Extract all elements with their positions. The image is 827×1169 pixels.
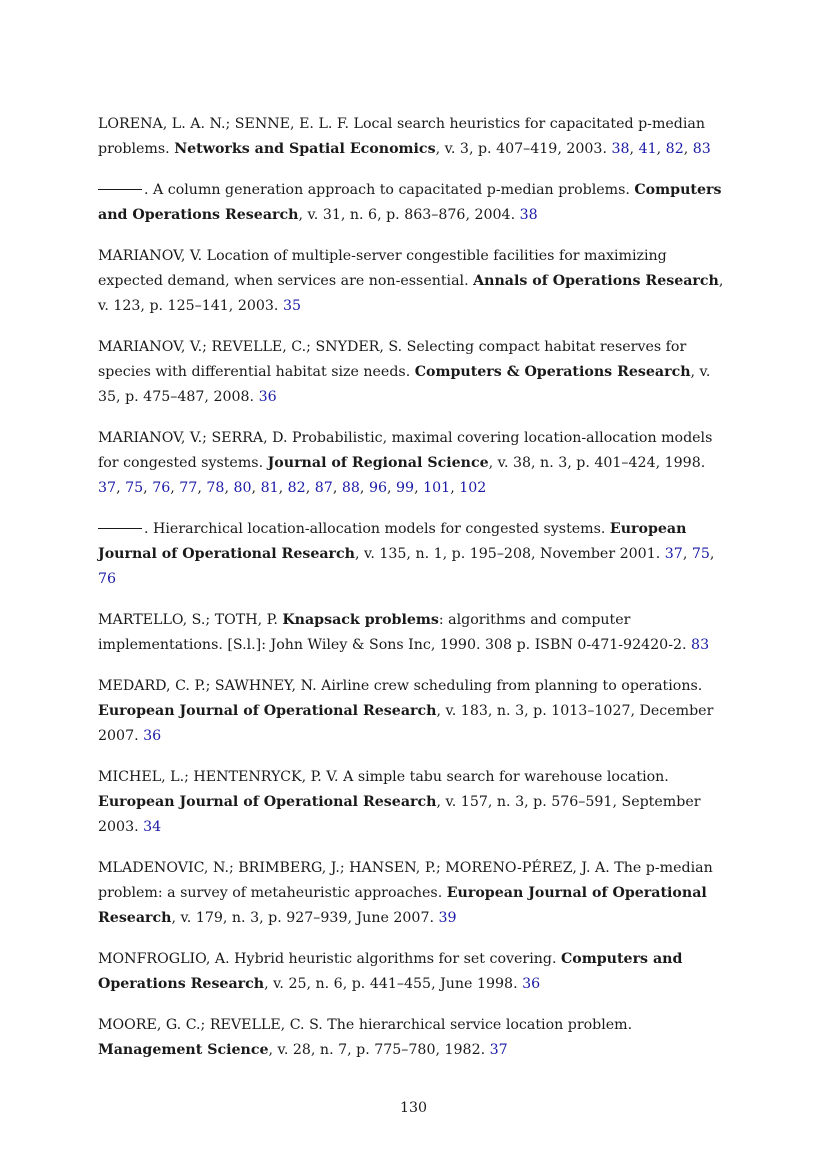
backref-pages xyxy=(143,819,161,835)
reference-entry xyxy=(98,112,728,162)
reference-authors: . xyxy=(144,182,149,198)
backref-page-link[interactable]: 76 xyxy=(98,571,117,587)
reference-authors: MARIANOV, V.; REVELLE, C.; SNYDER, S. xyxy=(98,339,403,355)
reference-title: The p-median problem: a survey of metaheuristic approaches. xyxy=(98,860,713,901)
reference-list xyxy=(98,112,728,1079)
reference-details: , v. 25, n. 6, p. 441–455, June 1998. xyxy=(264,976,523,992)
reference-entry xyxy=(98,608,728,658)
reference-details: , v. 179, n. 3, p. 927–939, June 2007. xyxy=(171,910,439,926)
backref-page-link[interactable]: 37 xyxy=(664,546,683,562)
reference-authors: MARIANOV, V.; SERRA, D. xyxy=(98,430,288,446)
reference-title: A simple tabu search for warehouse location. xyxy=(338,769,669,785)
backref-page-link[interactable]: 99 xyxy=(396,480,415,496)
backref-page-link[interactable]: 82 xyxy=(665,141,684,157)
backref-pages xyxy=(522,976,540,992)
backref-pages xyxy=(490,1042,508,1058)
reference-title: Hierarchical location-allocation models for congested systems. xyxy=(148,521,610,537)
reference-details: , v. 183, n. 3, p. 1013–1027, December 2007. xyxy=(98,703,714,744)
reference-entry xyxy=(98,426,728,501)
reference-authors: LORENA, L. A. N.; SENNE, E. L. F. xyxy=(98,116,350,132)
author-dash xyxy=(98,189,142,190)
reference-details: , v. 123, p. 125–141, 2003. xyxy=(98,273,724,314)
reference-venue: Computers and Operations Research xyxy=(98,951,683,992)
backref-page-link[interactable]: 80 xyxy=(233,480,252,496)
reference-details: , v. 38, n. 3, p. 401–424, 1998. xyxy=(488,455,706,471)
reference-details: , v. 3, p. 407–419, 2003. xyxy=(435,141,612,157)
backref-pages xyxy=(691,637,709,653)
backref-page-link[interactable]: 77 xyxy=(179,480,198,496)
reference-venue: European Journal of Operational Research xyxy=(98,703,437,719)
author-dash xyxy=(98,528,142,529)
backref-page-link[interactable]: 34 xyxy=(143,819,162,835)
backref-page-link[interactable]: 83 xyxy=(692,141,711,157)
reference-authors: . xyxy=(144,521,149,537)
backref-page-link[interactable]: 75 xyxy=(125,480,144,496)
reference-title: Probabilistic, maximal covering location-allocation models for congested systems. xyxy=(98,430,713,471)
reference-venue: Networks and Spatial Economics xyxy=(174,141,436,157)
backref-pages xyxy=(283,298,301,314)
backref-page-link[interactable]: 75 xyxy=(691,546,710,562)
reference-authors: MLADENOVIC, N.; BRIMBERG, J.; HANSEN, P.; MORENO-PÉREZ, J. A. xyxy=(98,860,610,876)
backref-page-link[interactable]: 38 xyxy=(611,141,630,157)
reference-venue: Knapsack problems xyxy=(282,612,439,628)
backref-page-link[interactable]: 36 xyxy=(143,728,162,744)
reference-title: Airline crew scheduling from planning to operations. xyxy=(316,678,703,694)
reference-venue: Computers and Operations Research xyxy=(98,182,722,223)
reference-title: Selecting compact habitat reserves for species with differential habitat size needs. xyxy=(98,339,687,380)
reference-title: Hybrid heuristic algorithms for set covering. xyxy=(229,951,561,967)
reference-details: , v. 28, n. 7, p. 775–780, 1982. xyxy=(268,1042,490,1058)
backref-pages: 37, 75, 76, 77, 78, 80, 81, 82, 87, 88, 96, 99, 101, 102 xyxy=(98,480,487,496)
reference-entry xyxy=(98,244,728,319)
backref-page-link[interactable]: 37 xyxy=(489,1042,508,1058)
reference-entry xyxy=(98,856,728,931)
backref-page-link[interactable]: 35 xyxy=(282,298,302,314)
backref-page-link[interactable]: 83 xyxy=(691,637,710,653)
reference-authors: MICHEL, L.; HENTENRYCK, P. V. xyxy=(98,769,339,785)
backref-page-link[interactable]: 39 xyxy=(438,910,457,926)
backref-page-link[interactable]: 102 xyxy=(459,480,487,496)
backref-page-link[interactable]: 36 xyxy=(522,976,541,992)
reference-title: The hierarchical service location problem. xyxy=(322,1017,633,1033)
reference-entry xyxy=(98,947,728,997)
reference-venue: Computers & Operations Research xyxy=(414,364,691,380)
reference-details: , v. 135, n. 1, p. 195–208, November 2001. xyxy=(354,546,665,562)
backref-page-link[interactable]: 82 xyxy=(287,480,306,496)
reference-authors: MOORE, G. C.; REVELLE, C. S. xyxy=(98,1017,323,1033)
reference-venue: Journal of Regional Science xyxy=(267,455,489,471)
reference-venue: European Journal of Operational Research xyxy=(98,885,707,926)
backref-pages xyxy=(259,389,277,405)
page-number: 130 xyxy=(399,1100,428,1116)
reference-authors: MARTELLO, S.; TOTH, P. xyxy=(98,612,278,628)
reference-entry xyxy=(98,335,728,410)
backref-page-link[interactable]: 78 xyxy=(206,480,225,496)
backref-pages: 38, 41, 82, 83 xyxy=(611,141,711,157)
reference-details: , v. 157, n. 3, p. 576–591, September 2003. xyxy=(98,794,701,835)
reference-entry xyxy=(98,765,728,840)
backref-page-link[interactable]: 41 xyxy=(638,141,657,157)
backref-page-link[interactable]: 88 xyxy=(341,480,360,496)
reference-details: : algorithms and computer implementations. [S.l.]: John Wiley & Sons Inc, 1990. 308 p. ISBN 0-471-92420-2. xyxy=(98,612,692,653)
reference-venue: European Journal of Operational Research xyxy=(98,794,437,810)
backref-page-link[interactable]: 81 xyxy=(260,480,279,496)
reference-authors: MONFROGLIO, A. xyxy=(98,951,230,967)
reference-title: A column generation approach to capacitated p-median problems. xyxy=(148,182,635,198)
reference-venue: European Journal of Operational Research xyxy=(98,521,687,562)
reference-authors: MARIANOV, V. xyxy=(98,248,203,264)
reference-details: , v. 35, p. 475–487, 2008. xyxy=(98,364,711,405)
reference-title: Local search heuristics for capacitated p-median problems. xyxy=(98,116,706,157)
reference-entry xyxy=(98,674,728,749)
backref-page-link[interactable]: 96 xyxy=(368,480,387,496)
backref-page-link[interactable]: 87 xyxy=(314,480,333,496)
reference-venue: Annals of Operations Research xyxy=(473,273,719,289)
reference-venue: Management Science xyxy=(98,1042,269,1058)
reference-title: Location of multiple-server congestible facilities for maximizing expected demand, when services are non-essential. xyxy=(98,248,667,289)
backref-pages xyxy=(143,728,161,744)
reference-details: , v. 31, n. 6, p. 863–876, 2004. xyxy=(298,207,520,223)
reference-entry xyxy=(98,178,728,228)
backref-pages: 37, 75, 76 xyxy=(98,546,715,587)
backref-page-link[interactable]: 36 xyxy=(258,389,277,405)
reference-entry xyxy=(98,1013,728,1063)
backref-page-link[interactable]: 37 xyxy=(98,480,117,496)
backref-page-link[interactable]: 101 xyxy=(423,480,451,496)
backref-page-link[interactable]: 38 xyxy=(519,207,538,223)
backref-page-link[interactable]: 76 xyxy=(152,480,171,496)
backref-pages xyxy=(439,910,457,926)
backref-pages xyxy=(520,207,538,223)
reference-authors: MEDARD, C. P.; SAWHNEY, N. xyxy=(98,678,317,694)
reference-entry xyxy=(98,517,728,592)
